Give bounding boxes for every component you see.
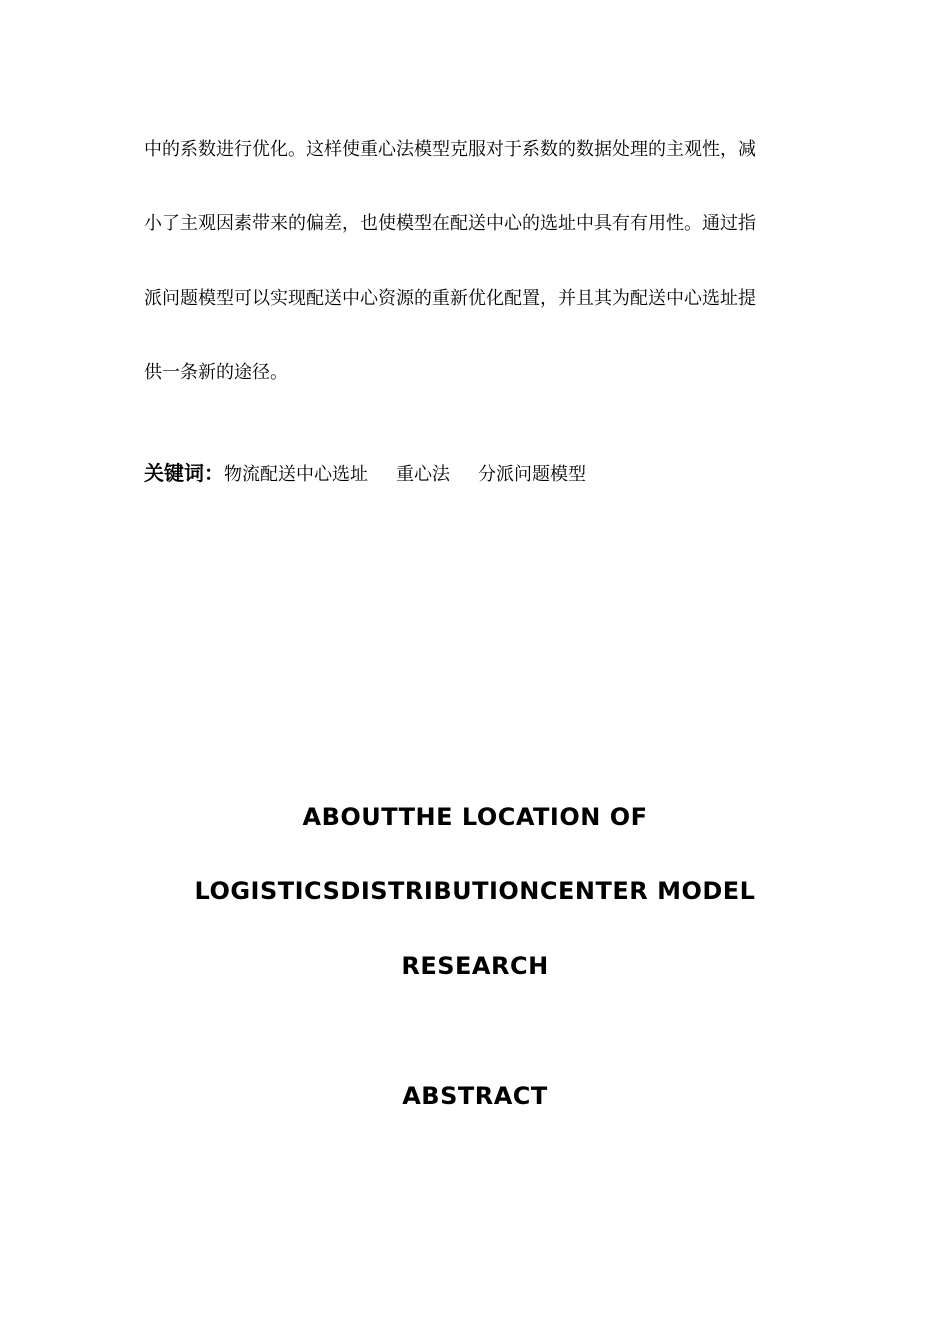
english-title-line-1: ABOUTTHE LOCATION OF <box>302 803 648 831</box>
keyword-item: 物流配送中心选址 <box>224 464 368 485</box>
keywords-row <box>144 460 586 488</box>
keyword-item: 分派问题模型 <box>478 464 586 485</box>
english-title-line-2: LOGISTICSDISTRIBUTIONCENTER MODEL <box>194 877 756 905</box>
abstract-line-3: 派问题模型可以实现配送中心资源的重新优化配置，并且其为配送中心选址提 <box>144 288 756 309</box>
keyword-item: 重心法 <box>396 464 450 485</box>
abstract-line-4: 供一条新的途径。 <box>144 362 288 383</box>
english-title-line-3: RESEARCH <box>401 952 549 980</box>
abstract-line-2: 小了主观因素带来的偏差，也使模型在配送中心的选址中具有有用性。通过指 <box>144 213 756 234</box>
keywords-label: 关键词： <box>144 461 224 485</box>
abstract-heading: ABSTRACT <box>402 1082 548 1110</box>
abstract-line-1: 中的系数进行优化。这样使重心法模型克服对于系数的数据处理的主观性，减 <box>144 139 756 160</box>
